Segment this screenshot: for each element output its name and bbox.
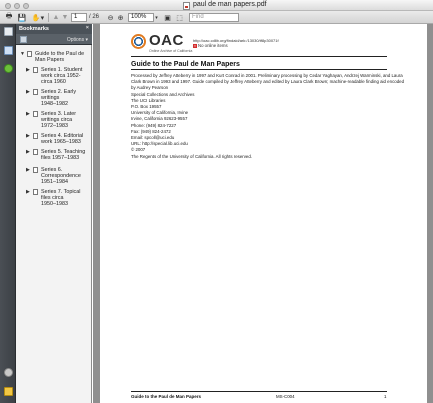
bookmark-label[interactable]: Series 5. Teaching files 1957–1983: [41, 149, 86, 161]
info-line: URL: http://special.lib.uci.edu: [131, 141, 188, 147]
expand-arrow-icon[interactable]: ▶: [26, 111, 30, 117]
info-line: Fax: (949) 824-2472: [131, 128, 171, 134]
bookmark-label[interactable]: Series 4. Editorial work 1965–1983: [41, 133, 84, 145]
title-rule: [131, 69, 387, 70]
previous-page-icon[interactable]: ▲: [52, 14, 60, 21]
zoom-dropdown-icon[interactable]: ▾: [155, 14, 158, 21]
pdf-page: [100, 24, 427, 403]
bookmark-page-icon: [33, 189, 38, 195]
bookmarks-toolbar: [16, 34, 92, 45]
print-icon[interactable]: 🖶: [5, 13, 13, 20]
bookmark-page-icon: [33, 89, 38, 95]
no-items-icon: ×: [194, 44, 196, 48]
bookmarks-header: [16, 24, 92, 34]
comments-icon[interactable]: [4, 387, 13, 396]
no-online-items-text: No online items: [198, 43, 228, 48]
window-title: paul de man papers.pdf: [193, 1, 267, 8]
collection-info: [131, 73, 405, 160]
oac-logo-icon: [131, 34, 146, 49]
expand-arrow-icon[interactable]: ▶: [26, 67, 30, 73]
header-rule: [131, 56, 387, 57]
page-number-input[interactable]: 1: [71, 13, 87, 22]
info-line: Phone: (949) 824-7227: [131, 122, 177, 128]
options-menu[interactable]: Options ▾: [66, 37, 88, 43]
info-line: The Regents of the University of California. All rights reserved.: [131, 153, 253, 159]
close-panel-icon[interactable]: ×: [85, 25, 89, 31]
footer-collection-id: MS-C004: [276, 394, 295, 399]
bookmark-options-icon[interactable]: [20, 36, 27, 43]
fit-page-icon[interactable]: ▣: [164, 14, 171, 22]
bookmark-label[interactable]: Series 6. Correspondence 1951–1984: [41, 167, 81, 185]
info-line: Special Collections and Archives: [131, 91, 195, 97]
info-line: by Audrey Pearson: [131, 85, 169, 91]
bookmark-page-icon: [33, 167, 38, 173]
info-line: Email: spcoll@uci.edu: [131, 135, 175, 141]
next-page-icon[interactable]: ▼: [61, 14, 69, 21]
bookmark-label[interactable]: Guide to the Paul de Man Papers: [35, 51, 85, 63]
no-online-items: [193, 43, 228, 48]
info-line: Clark Brown in 1993 and 1997. Guide compiled by Jeffrey Atteberry and edited by Laura Clark Brown; machine-readable finding aid encoded: [131, 79, 405, 85]
zoom-level-select[interactable]: 100%: [128, 13, 154, 22]
bookmark-page-icon: [33, 133, 38, 139]
expand-arrow-icon[interactable]: ▶: [26, 149, 30, 155]
signatures-panel-icon[interactable]: [4, 64, 13, 73]
zoom-in-icon[interactable]: ⊕: [117, 14, 124, 22]
toolbar-divider: [48, 13, 49, 22]
info-line: Processed by Jeffrey Atteberry in 1997 and Kurt Conrad in 2001. Preliminary processing by Cedar Yaghayan, Andrzej Warminski, and Laura: [131, 73, 403, 78]
bookmark-page-icon: [33, 111, 38, 117]
hand-tool-icon[interactable]: ✋▾: [31, 14, 45, 22]
bookmark-page-icon: [33, 149, 38, 155]
find-input[interactable]: Find: [189, 13, 239, 22]
navigation-rail: [0, 24, 16, 403]
guide-title: Guide to the Paul de Man Papers: [131, 61, 240, 68]
zoom-window-button[interactable]: [23, 3, 29, 9]
page-total: / 26: [89, 14, 100, 20]
info-line: University of California, Irvine: [131, 110, 189, 116]
footer-rule: [131, 391, 387, 392]
bookmarks-list: [16, 45, 92, 403]
info-line: © 2007: [131, 147, 146, 153]
title-bar: [0, 0, 433, 11]
zoom-out-icon[interactable]: ⊖: [107, 14, 114, 22]
toolbar: [0, 11, 433, 24]
oac-logo-text: OAC: [149, 32, 184, 49]
bookmark-label[interactable]: Series 3. Later writings circa 1972–1983: [41, 111, 77, 129]
minimize-window-button[interactable]: [14, 3, 20, 9]
bookmarks-panel-icon[interactable]: [4, 46, 13, 55]
ark-link[interactable]: http://oac.cdlib.org/findaid/ark:/13030/tf8p30071f: [193, 38, 279, 43]
bookmark-label[interactable]: Series 1. Student work circa 1952- circa 1960: [41, 67, 83, 85]
footer-title: Guide to the Paul de Man Papers: [131, 394, 202, 399]
pages-panel-icon[interactable]: [4, 27, 13, 36]
expand-arrow-icon[interactable]: ▶: [26, 167, 30, 173]
pdf-file-icon: [183, 2, 190, 10]
bookmark-label[interactable]: Series 7. Topical files circa 1950–1983: [41, 189, 81, 207]
save-icon[interactable]: 💾: [17, 14, 27, 22]
expand-arrow-icon[interactable]: ▶: [26, 189, 30, 195]
collapse-arrow-icon[interactable]: ▼: [20, 51, 25, 57]
info-line: P.O. Box 19557: [131, 104, 162, 110]
info-line: Irvine, California 92623-9557: [131, 116, 188, 122]
expand-arrow-icon[interactable]: ▶: [26, 89, 30, 95]
oac-logo-subtitle: Online Archive of California: [149, 49, 193, 53]
bookmarks-title: Bookmarks: [19, 26, 49, 32]
bookmark-page-icon: [27, 51, 32, 57]
fit-width-icon[interactable]: ⬚: [176, 14, 183, 22]
attachments-icon[interactable]: [4, 368, 13, 377]
bookmark-label[interactable]: Series 2. Early writings 1948–1982: [41, 89, 77, 107]
close-window-button[interactable]: [5, 3, 11, 9]
info-line: The UCI Libraries: [131, 97, 166, 103]
footer-page-number: 1: [384, 394, 387, 399]
bookmark-page-icon: [33, 67, 38, 73]
expand-arrow-icon[interactable]: ▶: [26, 133, 30, 139]
